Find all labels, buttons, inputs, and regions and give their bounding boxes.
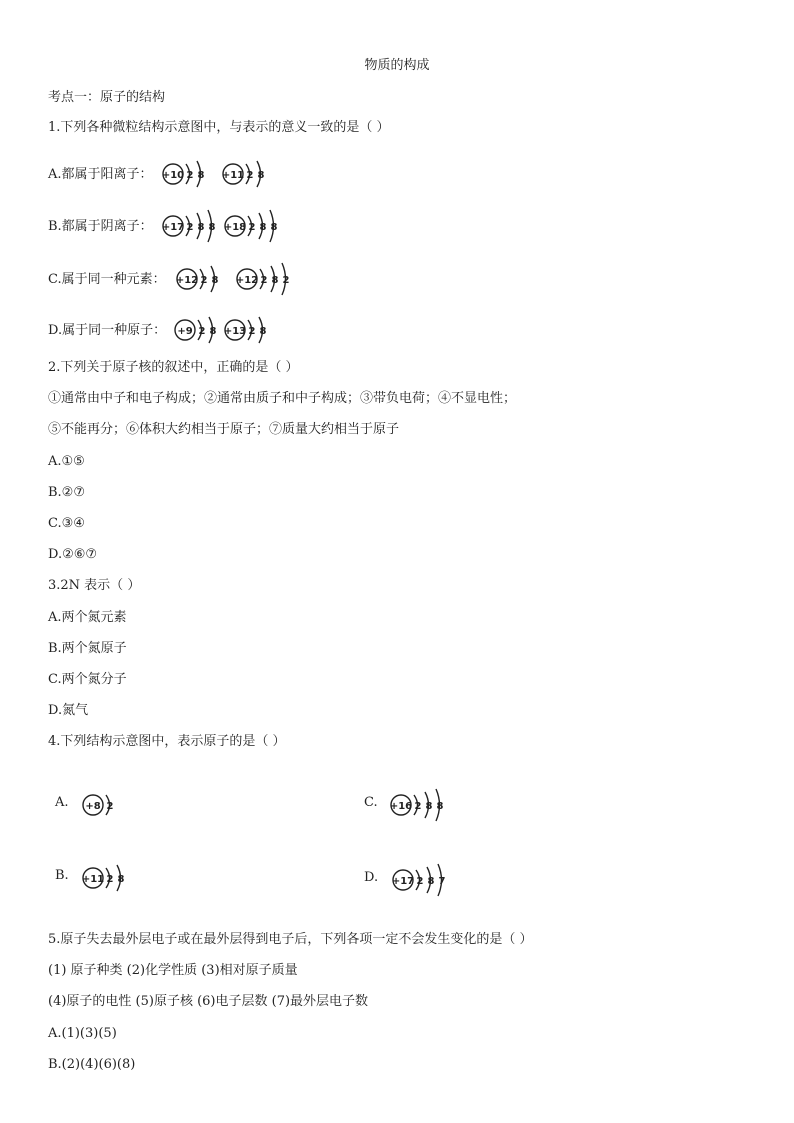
nucleus-charge: +12	[175, 275, 199, 286]
shell-electron-count: 8	[271, 275, 279, 286]
nucleus-charge: +11	[221, 170, 245, 181]
q1-option-a-diagram-1	[160, 152, 220, 196]
shell-electron-count: 8	[425, 801, 433, 812]
question-2-stem: 2.下列关于原子核的叙述中，正确的是（ ）	[48, 360, 299, 375]
q3-option-a: A.两个氮元素	[48, 610, 127, 625]
shell-electron-count: 8	[197, 222, 205, 233]
shell-electron-count: 2	[248, 222, 256, 233]
question-5-stem: 5.原子失去最外层电子或在最外层得到电子后，下列各项一定不会发生变化的是（ ）	[48, 932, 533, 947]
shell-electron-count: 2	[248, 326, 256, 337]
shell-electron-count: 2	[186, 222, 194, 233]
shell-electron-count: 8	[270, 222, 278, 233]
q1-option-d-diagram-2	[222, 308, 282, 352]
shell-electron-count: 8	[259, 326, 267, 337]
nucleus-charge: +8	[85, 801, 101, 812]
q2-option-c: C.③④	[48, 516, 85, 531]
shell-electron-count: 8	[259, 222, 267, 233]
q3-option-d: D.氮气	[48, 703, 89, 718]
q2-option-d: D.②⑥⑦	[48, 547, 98, 562]
q2-statements-line-1: ①通常由中子和电子构成；②通常由质子和中子构成；③带负电荷；④不显电性；	[48, 391, 517, 406]
q1-option-b-diagram-2	[222, 204, 286, 248]
shell-electron-count: 8	[197, 170, 205, 181]
question-4-stem: 4.下列结构示意图中，表示原子的是（ ）	[48, 734, 286, 749]
q3-option-c: C.两个氮分子	[48, 672, 127, 687]
shell-electron-count: 2	[198, 326, 206, 337]
q1-option-c-diagram-2	[234, 257, 298, 301]
q1-option-b-label: B.都属于阴离子：	[48, 219, 153, 234]
shell-electron-count: 2	[106, 801, 114, 812]
q5-items-line-1: (1) 原子种类 (2)化学性质 (3)相对原子质量	[48, 963, 298, 978]
shell-electron-count: 2	[416, 876, 424, 887]
q4-option-c-diagram	[388, 775, 478, 835]
shell-electron-count: 8	[436, 801, 444, 812]
nucleus-charge: +10	[161, 170, 185, 181]
shell-electron-count: 2	[282, 275, 290, 286]
shell-electron-count: 2	[260, 275, 268, 286]
q5-option-a: A.(1)(3)(5)	[48, 1026, 117, 1041]
shell-electron-count: 8	[208, 222, 216, 233]
nucleus-charge: +13	[223, 326, 247, 337]
shell-electron-count: 8	[427, 876, 435, 887]
q2-statements-line-2: ⑤不能再分；⑥体积大约相当于原子；⑦质量大约相当于原子	[48, 422, 400, 437]
page-title: 物质的构成	[364, 58, 430, 73]
q1-option-a-diagram-2	[220, 152, 280, 196]
shell-electron-count: 8	[209, 326, 217, 337]
shell-electron-count: 2	[186, 170, 194, 181]
nucleus-charge: +17	[161, 222, 185, 233]
nucleus-charge: +12	[235, 275, 259, 286]
question-1-stem: 1.下列各种微粒结构示意图中，与表示的意义一致的是（ ）	[48, 120, 390, 135]
shell-electron-count: 2	[414, 801, 422, 812]
section-heading: 考点一：原子的结构	[48, 90, 166, 105]
nucleus-charge: +9	[177, 326, 193, 337]
q3-option-b: B.两个氮原子	[48, 641, 127, 656]
q1-option-d-diagram-1	[172, 308, 222, 352]
shell-electron-count: 7	[438, 876, 446, 887]
shell-electron-count: 8	[257, 170, 265, 181]
q1-option-a-label: A.都属于阳离子：	[48, 167, 153, 182]
q5-items-line-2: (4)原子的电性 (5)原子核 (6)电子层数 (7)最外层电子数	[48, 994, 369, 1009]
q4-option-b-label: B.	[55, 868, 69, 883]
q4-option-a-label: A.	[55, 795, 69, 810]
shell-electron-count: 2	[246, 170, 254, 181]
q5-option-b: B.(2)(4)(6)(8)	[48, 1057, 136, 1072]
nucleus-charge: +17	[391, 876, 415, 887]
nucleus-charge: +11	[81, 874, 105, 885]
q2-option-b: B.②⑦	[48, 485, 85, 500]
q2-option-a: A.①⑤	[48, 454, 85, 469]
q1-option-c-diagram-1	[174, 257, 234, 301]
q4-option-b-diagram	[80, 848, 150, 908]
shell-electron-count: 8	[117, 874, 125, 885]
q4-option-d-diagram	[390, 850, 480, 910]
q4-option-d-label: D.	[364, 870, 379, 885]
nucleus-charge: +16	[389, 801, 413, 812]
shell-electron-count: 2	[200, 275, 208, 286]
q1-option-c-label: C.属于同一种元素：	[48, 272, 166, 287]
nucleus-charge: +18	[223, 222, 247, 233]
q1-option-b-diagram-1	[160, 204, 224, 248]
q4-option-a-diagram	[80, 780, 140, 830]
shell-electron-count: 2	[106, 874, 114, 885]
shell-electron-count: 8	[211, 275, 219, 286]
q1-option-d-label: D.属于同一种原子：	[48, 323, 167, 338]
q4-option-c-label: C.	[364, 795, 378, 810]
question-3-stem: 3.2N 表示（ ）	[48, 578, 141, 593]
